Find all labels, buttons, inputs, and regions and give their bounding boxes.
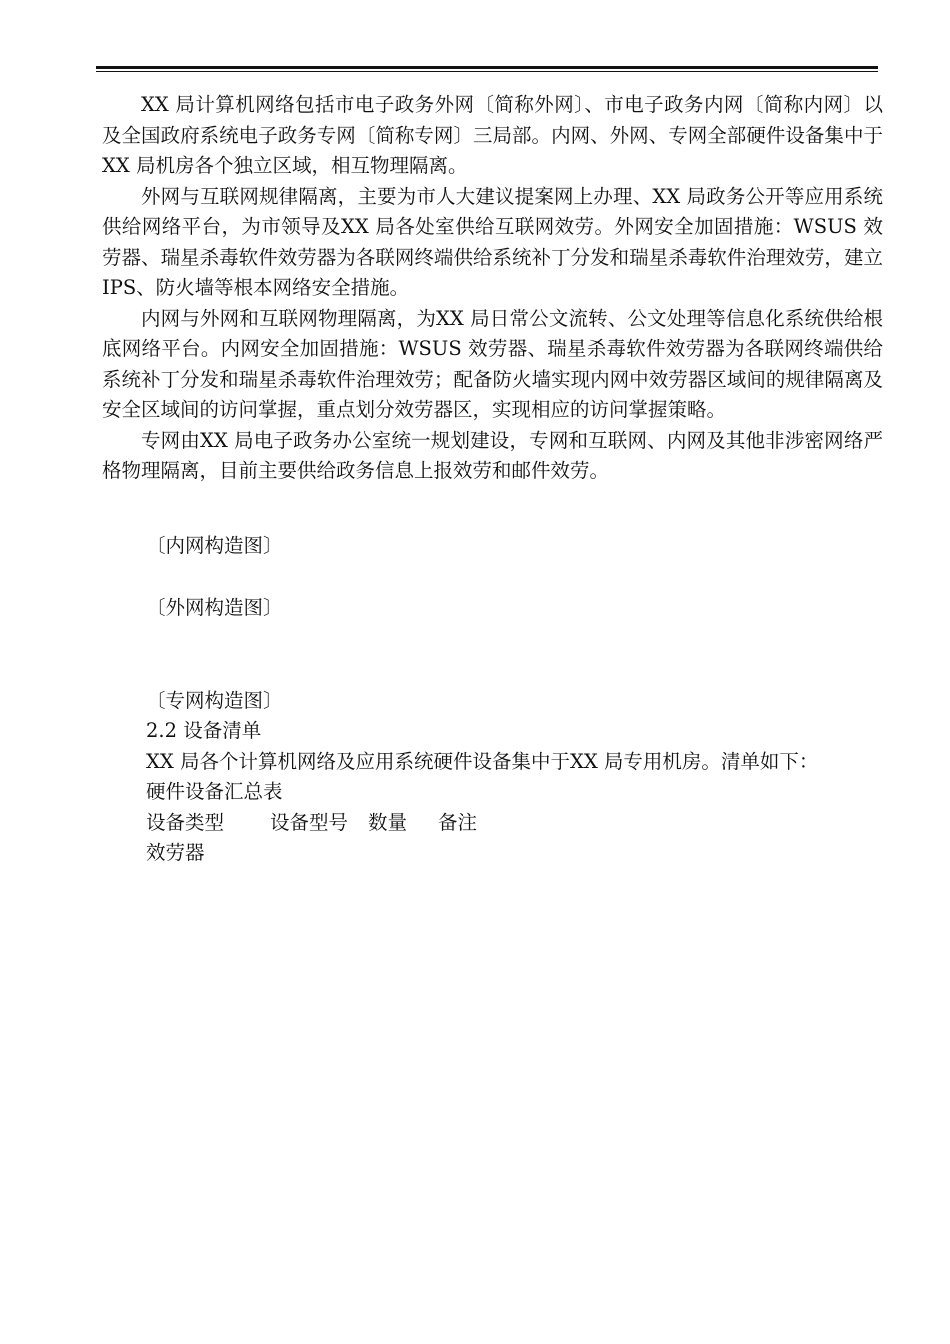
caption-internal-network-diagram: 〔内网构造图〕 bbox=[146, 533, 283, 557]
header-rule-thin bbox=[96, 71, 878, 72]
caption-private-network-diagram: 〔专网构造图〕 bbox=[146, 688, 283, 712]
document-body bbox=[102, 90, 883, 869]
table-header-type: 设备类型 bbox=[146, 810, 225, 834]
table-title: 硬件设备汇总表 bbox=[146, 780, 283, 803]
table-header-row bbox=[102, 808, 883, 839]
section-heading: 2.2 设备清单 bbox=[146, 719, 262, 742]
header-rule-thick bbox=[96, 66, 878, 69]
paragraph-internal-network: 内网与外网和互联网物理隔离，为XX 局日常公文流转、公文处理等信息化系统供给根底网络平台。内网安全加固措施：WSUS 效劳器、瑞星杀毒软件效劳器为各联网终端供给系统补丁分发和瑞星杀毒软件治理效劳；配备防火墙实现内网中效劳器区域间的规律隔离及安全区域间的访问掌握，重点划分效劳器区，实现相应的访问掌握策略。 bbox=[102, 306, 883, 421]
equipment-intro: XX 局各个计算机网络及应用系统硬件设备集中于XX 局专用机房。清单如下： bbox=[146, 749, 819, 773]
table-row: 效劳器 bbox=[146, 841, 205, 864]
caption-external-network-diagram: 〔外网构造图〕 bbox=[146, 596, 283, 619]
table-header-remarks: 备注 bbox=[438, 810, 478, 834]
paragraph-network-overview: XX 局计算机网络包括市电子政务外网〔简称外网〕、市电子政务内网〔简称内网〕以及全国政府系统电子政务专网〔简称专网〕三局部。内网、外网、专网全部硬件设备集中于XX 局机房各个独立区域，相互物理隔离。 bbox=[102, 93, 883, 177]
table-header-model: 设备型号 bbox=[270, 810, 349, 834]
paragraph-external-network: 外网与互联网规律隔离，主要为市人大建议提案网上办理、XX 局政务公开等应用系统供给网络平台，为市领导及XX 局各处室供给互联网效劳。外网安全加固措施：WSUS 效劳器、瑞星杀毒软件效劳器为各联网终端供给系统补丁分发和瑞星杀毒软件治理效劳，建立IPS、防火墙等根本网络安全措施。 bbox=[102, 184, 883, 299]
paragraph-private-network: 专网由XX 局电子政务办公室统一规划建设，专网和互联网、内网及其他非涉密网络严格物理隔离，目前主要供给政务信息上报效劳和邮件效劳。 bbox=[102, 428, 883, 482]
table-header-quantity: 数量 bbox=[368, 810, 408, 834]
